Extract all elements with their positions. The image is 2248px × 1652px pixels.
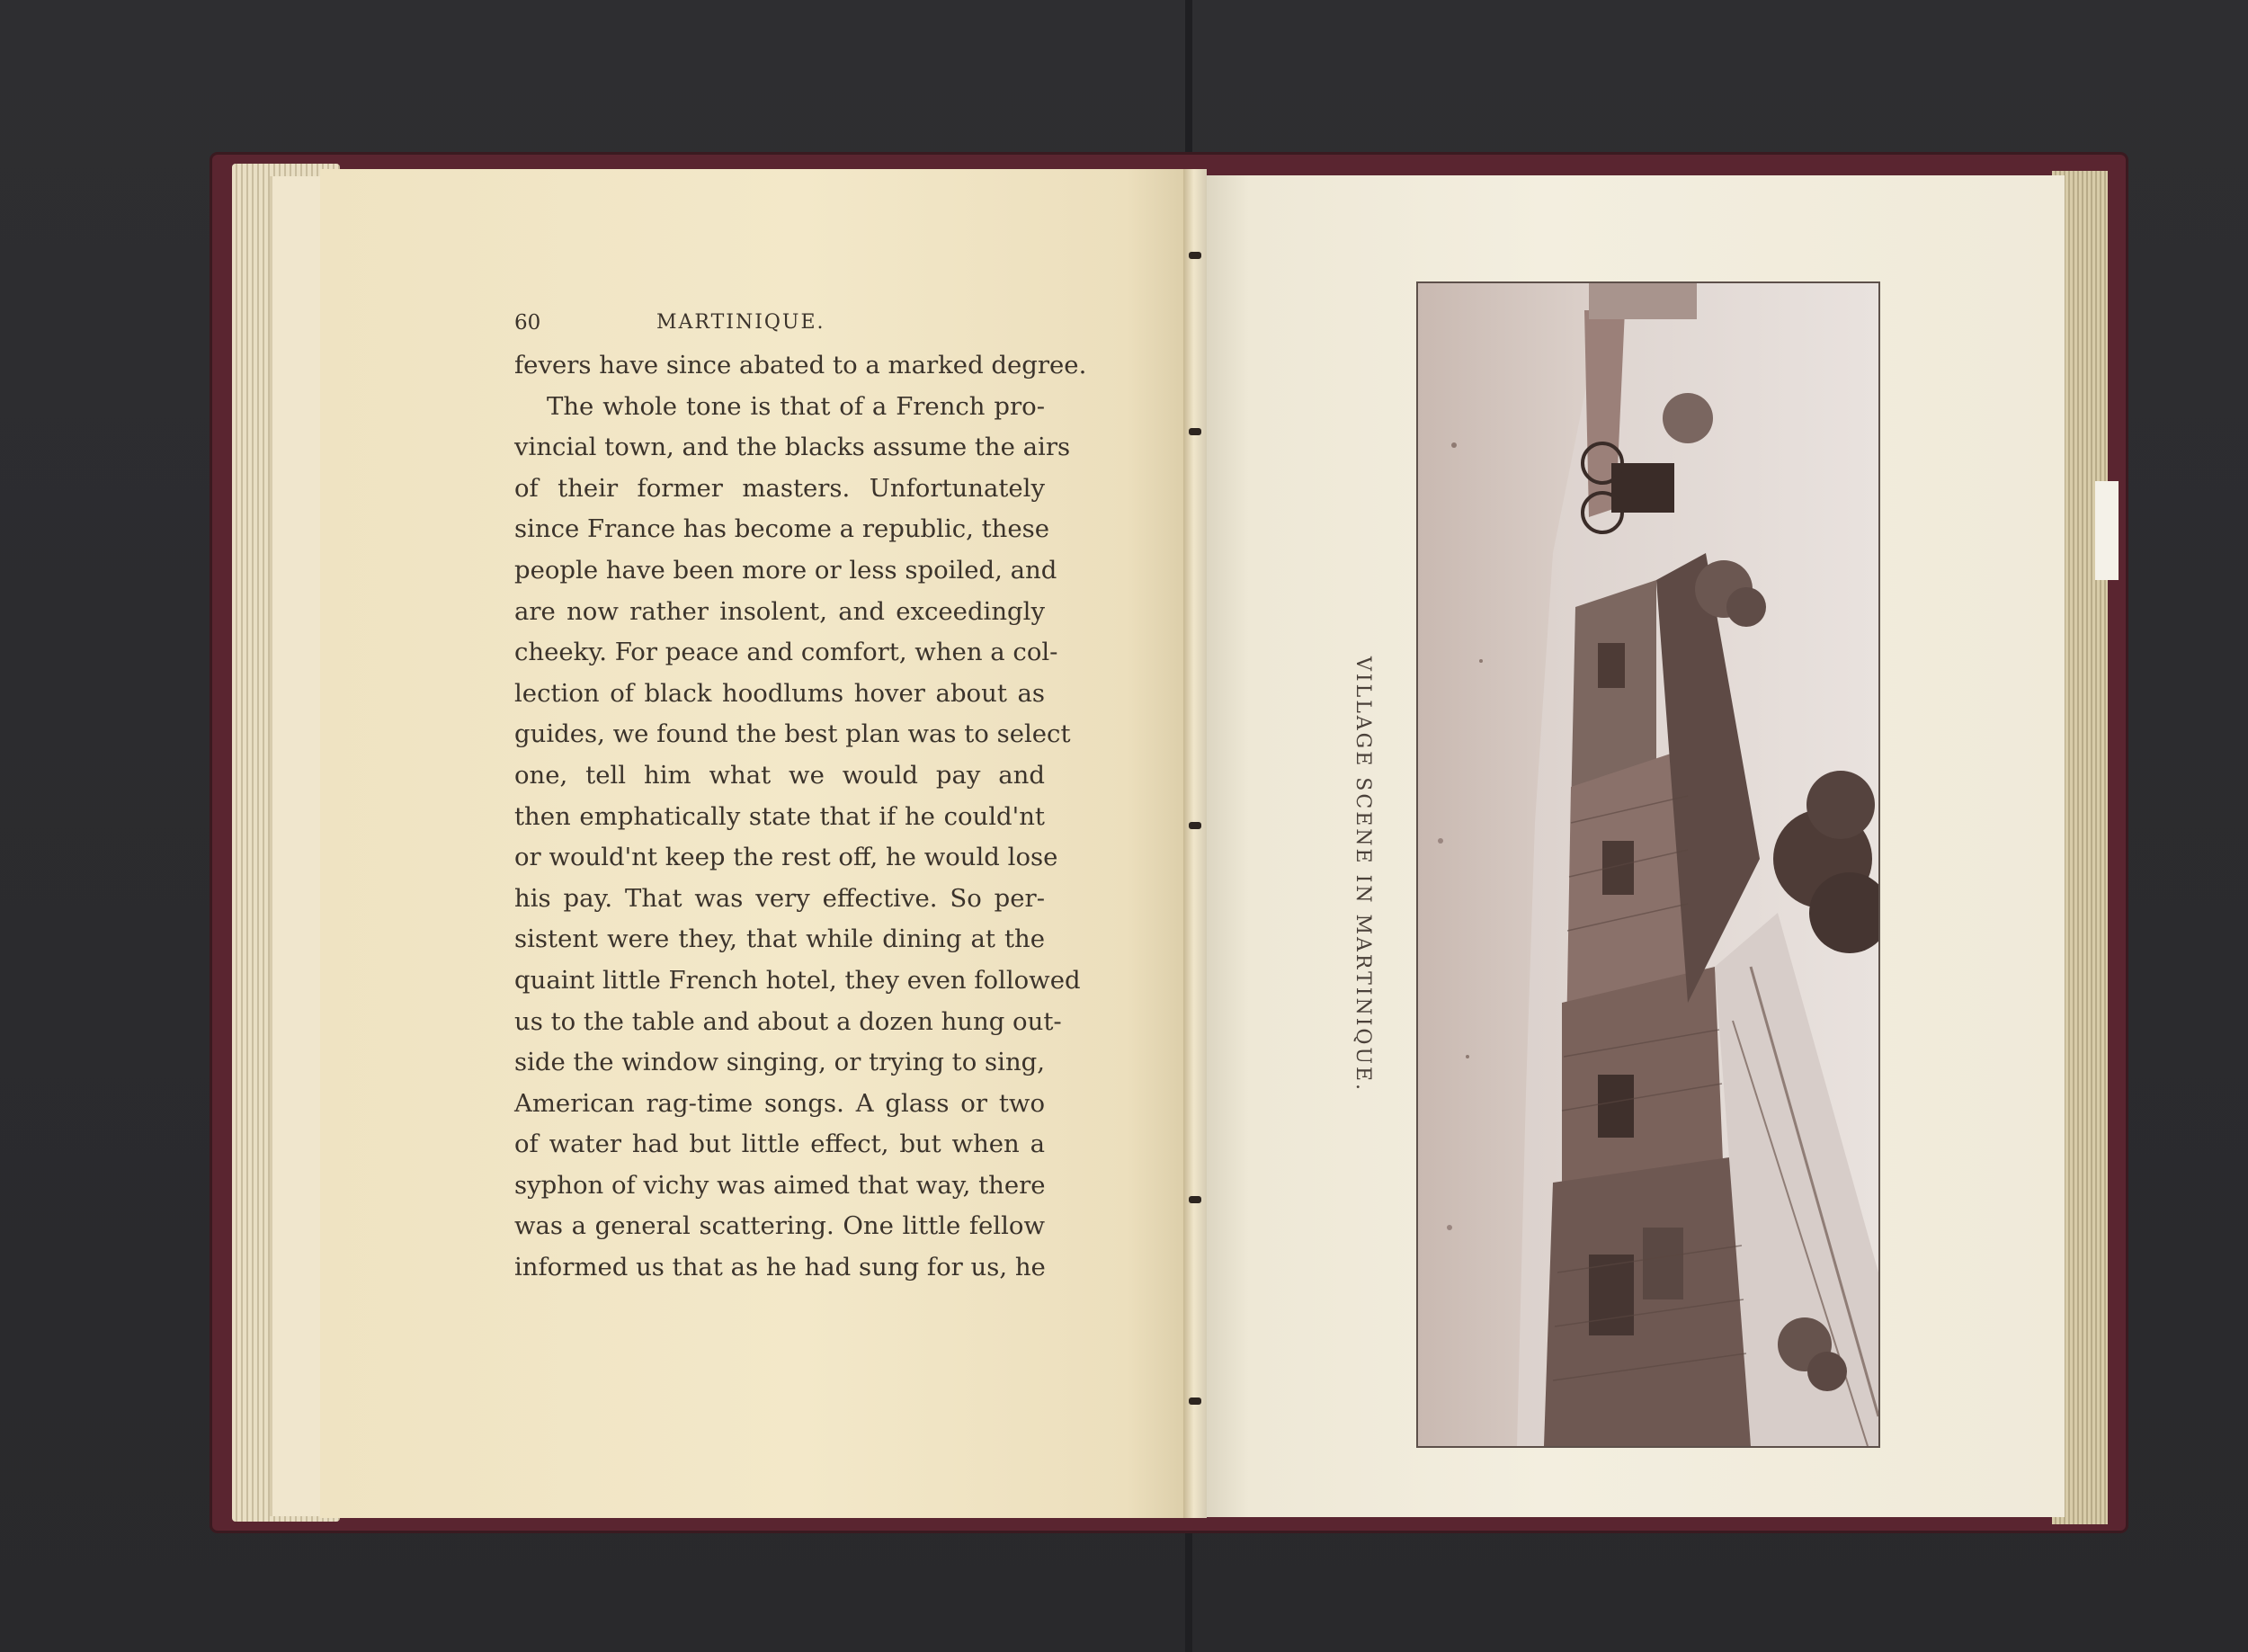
binding-stitch — [1189, 822, 1201, 829]
text-line: or would'nt keep the rest off, he would lose — [514, 843, 1058, 872]
text-line: lection of black hoodlums hover about as — [514, 678, 1045, 708]
village-photo-plate — [1416, 281, 1880, 1448]
village-photo — [1418, 283, 1878, 1446]
text-line: vincial town, and the blacks assume the airs — [514, 433, 1071, 462]
text-line: since France has become a republic, these — [514, 514, 1050, 544]
binding-stitch — [1189, 1398, 1201, 1405]
binding-stitch — [1189, 252, 1201, 259]
text-line: was a general scattering. One little fellow — [514, 1211, 1045, 1241]
text-line: American rag-time songs. A glass or two — [514, 1088, 1045, 1118]
text-line: one, tell him what we would pay and — [514, 760, 1045, 790]
book-gutter — [1183, 169, 1207, 1518]
text-line: then emphatically state that if he could'nt — [514, 801, 1045, 831]
page-number: 60 — [514, 311, 541, 335]
text-line: The whole tone is that of a French pro- — [547, 391, 1045, 421]
plate-caption: VILLAGE SCENE IN MARTINIQUE. — [1351, 656, 1374, 1094]
text-line: informed us that as he had sung for us, he — [514, 1253, 1046, 1282]
text-line: are now rather insolent, and exceedingly — [514, 596, 1045, 626]
text-line: of water had but little effect, but when a — [514, 1130, 1045, 1159]
text-line: cheeky. For peace and comfort, when a col- — [514, 638, 1058, 667]
binding-stitch — [1189, 1196, 1201, 1203]
running-head — [514, 306, 1045, 345]
text-line: quaint little French hotel, they even followed — [514, 965, 1081, 995]
left-page-text — [514, 306, 1087, 1289]
text-line: of their former masters. Unfortunately — [514, 473, 1045, 503]
text-line: his pay. That was very effective. So per- — [514, 883, 1045, 913]
bookmark-tab — [2095, 481, 2119, 580]
running-head-title: MARTINIQUE. — [656, 311, 825, 334]
binding-stitch — [1189, 428, 1201, 435]
text-line: syphon of vichy was aimed that way, there — [514, 1170, 1046, 1200]
text-line: side the window singing, or trying to sing, — [514, 1048, 1045, 1077]
text-line: us to the table and about a dozen hung out- — [514, 1006, 1062, 1036]
text-line: people have been more or less spoiled, and — [514, 555, 1057, 585]
text-line: fevers have since abated to a marked degree. — [514, 351, 1087, 380]
text-line: sistent were they, that while dining at the — [514, 924, 1045, 954]
text-line: guides, we found the best plan was to select — [514, 719, 1071, 749]
